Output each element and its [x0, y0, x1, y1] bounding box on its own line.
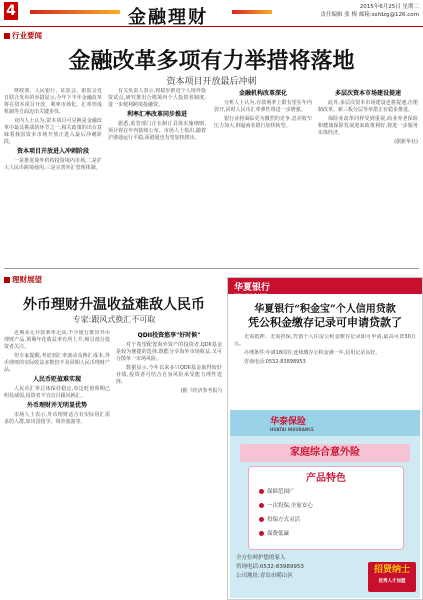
story1-column-2: 有关负责人表示,将稳步推进个人境外投资试点,研究推出合格境内个人投资者制度,进一步便利跨境投融资。 利率汇率改革同步推进 据悉,监管部门正在制订具体实施细则,预计将在年内陆续公布。市场人士指出,随着沪港通运行平稳,深港通也有望加快推出。	[108, 88, 206, 141]
story2-section-tag: 理财展望	[4, 274, 42, 285]
bank-body: 无需抵押、无需担保,凭借个人住房公积金缴存记录即可申请,最高可贷30万元。 办理条件:年满18周岁,连续缴存公积金满一年,信用记录良好。 咨询电话:0532-83898953	[234, 334, 416, 365]
story2-subheading-2: QDII投资悠享"好时候"	[137, 332, 201, 339]
feature-item: 保费低廉	[259, 529, 289, 537]
bank-banner	[228, 278, 422, 298]
story1-section-tag: 行业要闻	[4, 30, 42, 41]
recruitment-badge: 招贤纳士 优秀人才加盟	[368, 562, 416, 592]
bullet-icon	[259, 531, 264, 536]
page-number: 4	[4, 2, 18, 20]
story2-headline: 外币理财升温收益难敌人民币	[23, 297, 205, 313]
bullet-icon	[259, 517, 264, 522]
story1-column-3: 金融机构改革深化 分析人士认为,存款利率上限有望在年内放开,同时人民币汇率弹性将进一步增强。 银行业将面临更为激烈的竞争,息差收窄压力加大,倒逼商业银行加快转型。	[214, 90, 312, 129]
insurance-contact: 全方位呵护您的家人 咨询电话:0532-83989953 公司地址:青岛市崂山区	[236, 555, 304, 579]
story1-source: (据新华社)	[394, 139, 418, 145]
story1-headline: 金融改革多项有力举措将落地	[68, 48, 355, 74]
header-decoration	[30, 10, 120, 14]
section-divider	[4, 268, 419, 269]
bank-headline-2: 凭公积金缴存记录可申请贷款了	[248, 316, 402, 329]
story1-subheading-3: 金融机构改革深化	[238, 90, 287, 97]
editor-info: 责任编辑 张 梅 邮箱:sxfdzg@126.com	[320, 12, 419, 18]
advertisement	[227, 277, 423, 600]
bullet-icon	[259, 489, 264, 494]
feature-item: 保障范围广	[259, 487, 295, 495]
story1-subhead: 资本项目开放最后冲刺	[166, 77, 257, 87]
square-icon	[4, 33, 10, 39]
header-meta	[299, 3, 419, 19]
story1-column-1: 财政部、人民银行、证监会、银监会近日联合发布的举措显示,今年下半年金融改革将在资本项目开放、利率市场化、汇率形成机制等方面迈出关键步伐。 业内人士认为,资本项目可兑换是金融改革中最具挑战的环节之一,相关政策的出台意味着我国资本市场开放正进入最后冲刺阶段。 资本项目开放进入冲刺阶段 一是推进境外机构投资境内市场,二是扩大人民币跨境使用,三是完善外汇管理体制。	[4, 88, 102, 171]
bank-headline-1: 华夏银行“积金宝”个人信用贷款	[254, 304, 396, 315]
header-decoration-right	[232, 10, 272, 14]
page-header	[0, 0, 423, 27]
feature-item: 投保方式灵活	[259, 515, 300, 523]
insurance-product-banner: 家庭综合意外险	[240, 444, 410, 462]
square-icon	[4, 277, 10, 283]
insurance-ad	[230, 410, 420, 598]
story1-column-4: 多层次资本市场建设提速 此外,多层次资本市场建设也将提速,注册制改革、新三板分层等举措正在稳步推进。 保险业改革同样受到重视,商业养老保险和健康保险发展迎来政策利好,将进一步服务实体经济。 (据新华社)	[318, 90, 418, 145]
insurance-banner	[230, 410, 420, 436]
insurance-logo: 华泰保险 HUATAI INSURANCE	[270, 417, 314, 432]
product-features-box	[248, 466, 404, 550]
story2-subheading-3: 外币理财并无明显优势	[26, 402, 87, 409]
story2-source: (据《经济参考报》)	[180, 388, 222, 394]
feature-item: 一次投保,全家安心	[259, 501, 313, 509]
product-features-title: 产品特色	[306, 473, 346, 484]
section-title: 金融理财	[128, 7, 208, 28]
bank-logo: 华夏银行 HUA XIA BANK	[234, 283, 271, 298]
story2-subheading-1: 人民币贬值难实现	[32, 376, 81, 383]
bullet-icon	[259, 503, 264, 508]
issue-date: 2015年6月25日 星期二	[359, 4, 419, 10]
story1-subheading-4: 多层次资本市场建设提速	[334, 90, 401, 97]
story1-subheading-2: 利率汇率改革同步推进	[126, 111, 187, 118]
story1-subheading-1: 资本项目开放进入冲刺阶段	[16, 148, 89, 155]
story2-column-2: QDII投资悠享"好时候" 对于希望配置海外资产的投资者,QDII基金是较为便捷的选择,既能分享海外市场收益,又可分散单一市场风险。 数据显示,今年以来多只QDII基金取得较好业绩,投资者可结合自身风险承受能力理性选择。 (据《经济参考报》)	[116, 332, 222, 394]
story2-subhead: 专家:跟风式换汇不可取	[72, 315, 156, 324]
story2-column-1: 近期美元存款利率走高,不少银行推出外币理财产品,预期年化收益率有所上升,吸引部分投资者关注。 但专家提醒,考虑到汇率波动及换汇成本,外币理财的实际收益多数仍不及同期人民币理财产品。 人民币贬值难实现 人民币汇率总体保持稳定,单边贬值预期已明显减弱,投资者不宜盲目跟风换汇。 外币理财并无明显优势 市场人士表示,外币理财适合有实际用汇需求的人群,如出国留学、境外旅游等。	[4, 330, 110, 425]
